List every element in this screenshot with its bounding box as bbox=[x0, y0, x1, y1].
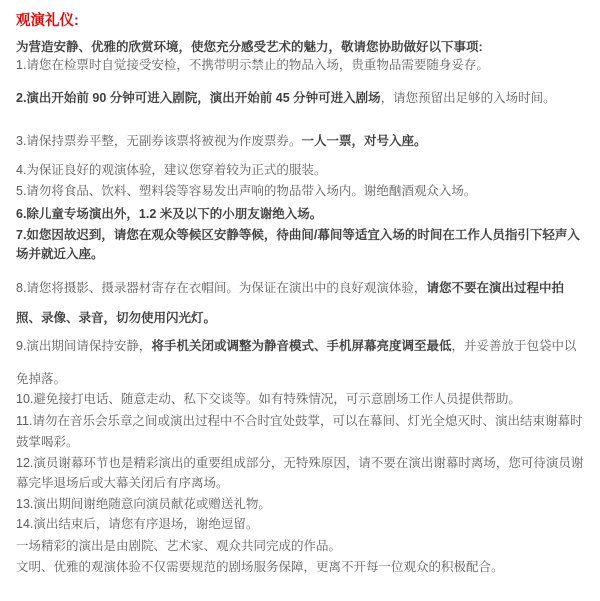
body-text: 10.避免接打电话、随意走动、私下交谈等。如有特殊情况，可示意剧场工作人员提供帮助。 bbox=[16, 392, 521, 406]
body-text: 14.演出结束后，请您有序退场，谢绝逗留。 bbox=[16, 517, 259, 531]
body-text: 1.请您在检票时自觉接受安检，不携带明示禁止的物品入场，贵重物品需要随身妥存。 bbox=[16, 58, 489, 72]
body-text: 3.请保持票券平整，无副券该票将被视为作废票券。 bbox=[16, 134, 302, 148]
page-title: 观演礼仪: bbox=[16, 13, 79, 29]
bold-text: 将手机关闭或调整为静音模式、手机屏幕亮度调至最低 bbox=[151, 339, 452, 353]
paragraph-item-11 bbox=[16, 411, 588, 453]
paragraph-item-13 bbox=[16, 495, 588, 514]
bold-text: 7.如您因故迟到，请您在观众等候区安静等候，待曲间/幕间等适宜入场的时间在工作人员指引下轻声入场并就近入座。 bbox=[16, 228, 580, 261]
body-text: 12.演员谢幕环节也是精彩演出的重要组成部分，无特殊原因，请不要在演出谢幕时离场，您可待演员谢幕完毕退场后或大幕关闭后有序离场。 bbox=[16, 456, 584, 490]
bold-text: 请您不要在演出过程中拍照、录像、录音，切勿使用闪光灯。 bbox=[16, 281, 564, 325]
bold-text: 一人一票，对号入座。 bbox=[301, 134, 427, 148]
body-text: 9.演出期间请保持安静， bbox=[16, 339, 152, 353]
body-text: 13.演出期间谢绝随意向演员献花或赠送礼物。 bbox=[16, 497, 271, 511]
body-text: ，并妥善放于包袋中以免掉落。 bbox=[16, 339, 577, 386]
bold-text: 为营造安静、优雅的欣赏环境，使您充分感受艺术的魅力，敬请您协助做好以下事项: bbox=[16, 40, 483, 54]
body-text: 文明、优雅的观演体验不仅需要规范的剧场服务保障，更离不开每一位观众的积极配合。 bbox=[16, 560, 504, 574]
paragraph-item-10 bbox=[16, 390, 588, 409]
body-text: 4.为保证良好的观演体验，建议您穿着较为正式的服装。 bbox=[16, 163, 327, 177]
body-text: 8.请您将摄影、摄录器材寄存在衣帽间。为保证在演出中的良好观演体验， bbox=[16, 281, 427, 295]
paragraph-closing-2 bbox=[16, 558, 588, 577]
paragraph-item-5 bbox=[16, 182, 588, 201]
paragraph-item-2 bbox=[16, 89, 588, 108]
paragraph-item-1 bbox=[16, 56, 588, 75]
paragraph-closing-1 bbox=[16, 537, 588, 556]
body-text: 11.请勿在音乐会乐章之间或演出过程中不合时宜处鼓掌，可以在幕间、灯光全熄灭时、演出结束谢幕时鼓掌喝彩。 bbox=[16, 414, 583, 449]
paragraph-item-8 bbox=[16, 273, 588, 333]
body-text: 5.请勿将食品、饮料、塑料袋等容易发出声响的物品带入场内。谢绝酗酒观众入场。 bbox=[16, 184, 477, 198]
paragraph-item-3 bbox=[16, 132, 588, 151]
paragraph-intro bbox=[16, 38, 588, 57]
paragraph-item-9 bbox=[16, 330, 588, 396]
body-text: ，请您预留出足够的入场时间。 bbox=[380, 91, 556, 105]
bold-text: 6.除儿童专场演出外，1.2 米及以下的小朋友谢绝入场。 bbox=[16, 207, 323, 221]
paragraph-item-6 bbox=[16, 205, 588, 224]
paragraph-item-4 bbox=[16, 161, 588, 180]
bold-text: 2.演出开始前 90 分钟可进入剧院，演出开始前 45 分钟可进入剧场 bbox=[16, 91, 381, 105]
paragraph-item-7 bbox=[16, 226, 588, 264]
paragraph-item-12 bbox=[16, 453, 588, 493]
body-text: 一场精彩的演出是由剧院、艺术家、观众共同完成的作品。 bbox=[16, 539, 342, 553]
paragraph-item-14 bbox=[16, 515, 588, 534]
